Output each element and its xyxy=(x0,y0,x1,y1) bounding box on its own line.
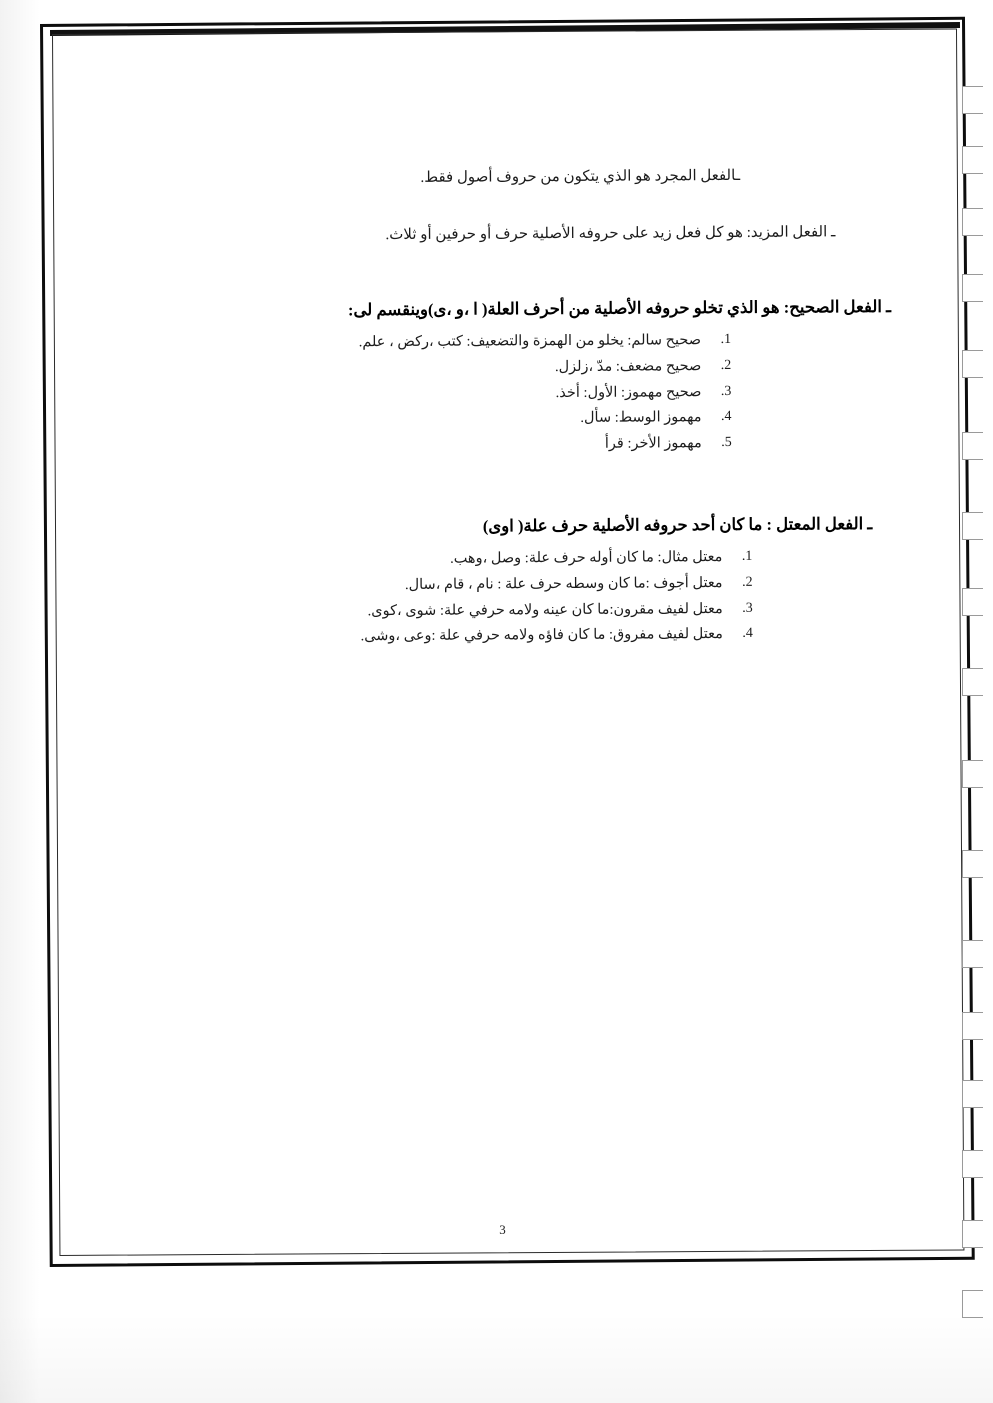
section-heading-mutall: ـ الفعل المعتل : ما كان أحد حروفه الأصلية حرف علة( اوى) xyxy=(482,514,873,536)
punch-hole xyxy=(962,432,983,460)
punch-hole xyxy=(962,274,983,302)
list-item: معتل لفيف مفروق: ما كان فاؤه ولامه حرفي علة :وعى ،وشى. xyxy=(360,626,723,645)
punch-hole xyxy=(962,146,983,174)
punch-hole xyxy=(962,1080,983,1108)
punch-hole xyxy=(962,1150,983,1178)
punch-hole xyxy=(962,1290,983,1318)
punch-hole xyxy=(962,760,983,788)
list-item: صحيح مهموز: الأول: أخذ. xyxy=(555,383,702,401)
page-number: 3 xyxy=(499,1222,506,1237)
punch-hole xyxy=(962,208,983,236)
paragraph-mazeed: ـ الفعل المزيد: هو كل فعل زيد على حروفه الأصلية حرف أو حرفين أو ثلاث. xyxy=(385,223,836,243)
section-heading-sahih: ـ الفعل الصحيح: هو الذي تخلو حروفه الأصلية من أحرف العلة( ا ،و ،ى)وينقسم لى: xyxy=(347,296,891,320)
punch-hole xyxy=(962,940,983,968)
paragraph-mujarrad: ـالفعل المجرد هو الذي يتكون من حروف أصول فقط. xyxy=(420,167,741,186)
punch-hole xyxy=(962,86,983,114)
list-item: معتل لفيف مقرون:ما كان عينه ولامه حرفي علة: شوى ،كوى. xyxy=(367,600,723,619)
section-list-sahih xyxy=(101,327,892,461)
binder-punch-holes xyxy=(955,60,989,1390)
list-item: مهموز الوسط: سأل. xyxy=(580,409,702,427)
document-body xyxy=(100,164,893,652)
punch-hole xyxy=(962,350,983,378)
scanned-page xyxy=(40,24,965,1269)
punch-hole xyxy=(962,588,983,616)
list-item: مهموز الأخر: قرأ xyxy=(604,435,702,452)
punch-hole xyxy=(962,668,983,696)
list-item: صحيح سالم: يخلو من الهمزة والتضعيف: كتب ،ركض ، علم. xyxy=(358,332,702,351)
punch-hole xyxy=(962,850,983,878)
page-left-shadow xyxy=(0,0,40,1403)
section-list-mutall xyxy=(102,544,893,652)
list-item: معتل مثال: ما كان أوله حرف علة: وصل ،وهب. xyxy=(449,549,723,567)
punch-hole xyxy=(962,1220,983,1248)
list-item: صحيح مضعف: مدّ ،زلزل. xyxy=(554,357,702,375)
page-bottom-shadow xyxy=(0,1313,993,1403)
list-item: معتل أجوف :ما كان وسطه حرف علة : نام ، قام ،سال. xyxy=(404,574,723,593)
punch-hole xyxy=(962,512,983,540)
punch-hole xyxy=(962,1012,983,1040)
